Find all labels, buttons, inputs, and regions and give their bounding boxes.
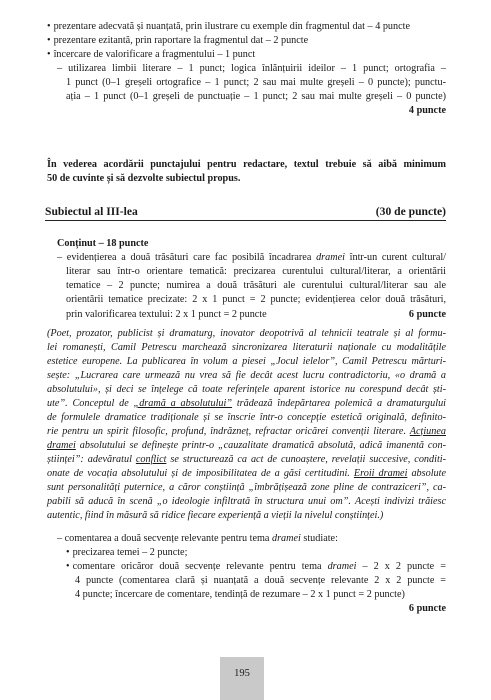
italic-line: sunt personalități puternice, a căror conștiință „îmbrățișează zone pline de contraziceri”, ca- <box>47 482 446 493</box>
points-total: 6 puncte <box>408 309 446 320</box>
page-number: 195 <box>234 668 250 679</box>
comment-line: • precizarea temei – 2 puncte; <box>66 546 446 559</box>
criterion-line: ația – 1 punct (0–1 greșeli de punctuație – 1 punct; 2 sau mai multe greșeli – 0 puncte) <box>66 91 446 102</box>
section-points: (30 de puncte) <box>375 205 446 218</box>
italic-line: ute”. Conceptul de „dramă a absolutului” trădează îndepărtarea polemică a dramaturgului <box>47 398 446 409</box>
content-line: orientării tematice precizate: 2 x 1 punct = 2 puncte; evidențierea celor două trăsături, <box>66 294 446 305</box>
comment-line: • comentare oricăror două secvențe relevante pentru tema dramei – 2 x 2 puncte = <box>66 560 446 573</box>
comment-line: 4 puncte; încercare de comentare, tendință de rezumare – 2 x 1 punct = 2 puncte) <box>75 589 405 600</box>
criterion-line: • prezentare ezitantă, prin raportare la fragmentul dat – 2 puncte <box>47 34 446 47</box>
content-line: – evidențierea a două trăsături care fac posibilă încadrarea dramei într-un curent cultural/ <box>57 252 447 263</box>
italic-line: sește: „Lucrarea care urmează nu vrea să fie decât acest lucru contradictoriu, «o dramă a <box>47 370 446 381</box>
comment-line: – comentarea a două secvențe relevante pentru tema dramei studiate: <box>57 533 338 544</box>
content-line: literar sau într-o orientare tematică: precizarea curentului cultural/literar, a orientării <box>66 266 446 277</box>
points-total: 4 puncte <box>408 105 446 116</box>
italic-line: rie pentru un spirit filosofic, profund, îndrăzneț, refractar oricărei convenții literare. Acțiunea <box>47 426 446 437</box>
points-total: 6 puncte <box>408 603 446 614</box>
italic-line: lei romanești, Camil Petrescu marchează sincronizarea literaturii naționale cu modalitățile <box>47 342 446 353</box>
redactare-note: 50 de cuvinte și să dezvolte subiectul propus. <box>47 173 241 184</box>
redactare-note: În vederea acordării punctajului pentru redactare, textul trebuie să aibă minimum <box>47 159 446 170</box>
italic-line: dramei absolutului se definește printr-o „cauzalitate dramatică absolută, adică imanentă con- <box>47 440 446 451</box>
criterion-line: • încercare de valorificare a fragmentului – 1 punct <box>47 48 446 61</box>
italic-line: (Poet, prozator, publicist și dramaturg, inovator deopotrivă al tehnicii teatrale și al formu- <box>47 328 446 339</box>
criterion-line: 1 punct (0–1 greșeli ortografice – 1 punct; 2 sau mai multe greșeli – 0 puncte); punctu- <box>66 77 446 88</box>
section-heading <box>45 204 446 221</box>
content-line: prin valorificarea textului: 2 x 1 punct = 2 puncte 6 puncte <box>66 309 446 320</box>
section-title: Subiectul al III-lea <box>45 205 138 218</box>
comment-line: 4 puncte (comentarea clară și nuanțată a două secvențe relevante 2 x 2 puncte = <box>75 575 446 586</box>
italic-line: absolutului», și deci se înțelege că toate referințele aparent istorice nu corespund decât ști- <box>47 384 446 395</box>
italic-line: științei”: adevăratul conflict se structurează ca act de cunoaștere, revelații succesive, conditi- <box>47 454 446 465</box>
content-line: tematice – 2 puncte; numirea a două trăsături ale curentului cultural/literar sau ale <box>66 280 446 291</box>
italic-line: de formulele dramatice tradiționale și se înscrie într-o concepție estetică originală, definito- <box>47 412 446 423</box>
italic-line: onate de vocația absolutului și de imposibilitatea de a găsi certitudini. Eroii dramei absolute <box>47 468 446 479</box>
italic-line: pabili să aducă în scenă „o ideologie infiltrată în structura unui om”. Acești indivizi trăiesc <box>47 496 446 507</box>
content-heading: Conținut – 18 puncte <box>57 238 149 249</box>
criterion-line: • prezentare adecvată și nuanțată, prin ilustrare cu exemple din fragmentul dat – 4 puncte <box>47 20 446 33</box>
criterion-line: – utilizarea limbii literare – 1 punct; logica înlănțuirii ideilor – 1 punct; ortografia – <box>57 63 446 74</box>
italic-line: autentic, fiind în măsură să ridice fiecare experiență a vieții la nivelul conștiinței.) <box>47 510 384 521</box>
italic-line: estetice europene. La publicarea în volum a piesei „Jocul ielelor”, Camil Petrescu mărturi- <box>47 356 446 367</box>
